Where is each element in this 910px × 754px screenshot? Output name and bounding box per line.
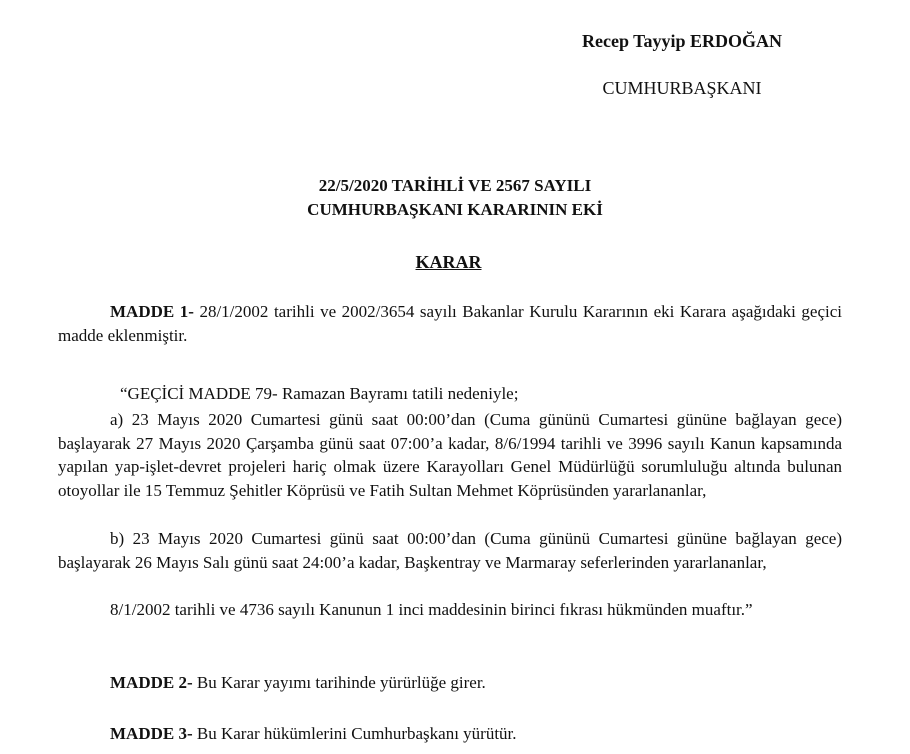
provisional-clause-a: a) 23 Mayıs 2020 Cumartesi günü saat 00:00’dan (Cuma gününü Cumartesi gününe bağlayan gece) başlayarak 27 Mayıs 2020 Çarşamba günü saat 07:00’a kadar, 8/6/1994 tarihli ve 3996 sayılı Kanun kapsamında yapılan yap-işlet-devret projeleri hariç olmak üzere Karayolları Genel Müdürlüğü sorumluluğu altında bulunan otoyollar ile 15 Temmuz Şehitler Köprüsü ve Fatih Sultan Mehmet Köprüsünden yararlananlar, [58,410,842,500]
article-1-label: MADDE 1- [110,302,194,321]
provisional-clause-b: b) 23 Mayıs 2020 Cumartesi günü saat 00:00’dan (Cuma gününü Cumartesi gününe bağlayan gece) başlayarak 26 Mayıs Salı günü saat 24:00’a kadar, Başkentray ve Marmaray seferlerinden yararlananlar, [58,529,842,572]
article-3-text: Bu Karar hükümlerini Cumhurbaşkanı yürütür. [192,724,517,743]
karar-title: KARAR [415,252,482,272]
article-2-label: MADDE 2- [110,673,193,692]
provisional-closing: 8/1/2002 tarihli ve 4736 sayılı Kanunun 1 inci maddesinin birinci fıkrası hükmünden muaftır.” [110,600,753,619]
signer-title: CUMHURBAŞKANI [602,78,762,98]
provisional-article-intro: “GEÇİCİ MADDE 79- Ramazan Bayramı tatili nedeniyle; [120,384,519,403]
article-2-text: Bu Karar yayımı tarihinde yürürlüğe girer. [192,673,486,692]
decision-heading-line-2: CUMHURBAŞKANI KARARININ EKİ [307,200,603,219]
decision-heading-line-1: 22/5/2020 TARİHLİ VE 2567 SAYILI [318,176,592,195]
article-3 [58,722,842,746]
signer-name: Recep Tayyip ERDOĞAN [581,31,783,51]
article-1 [58,300,842,347]
article-1-text: 28/1/2002 tarihli ve 2002/3654 sayılı Bakanlar Kurulu Kararının eki Karara aşağıdaki geçici madde eklenmiştir. [58,302,842,345]
article-2 [58,671,842,695]
article-3-label: MADDE 3- [110,724,193,743]
